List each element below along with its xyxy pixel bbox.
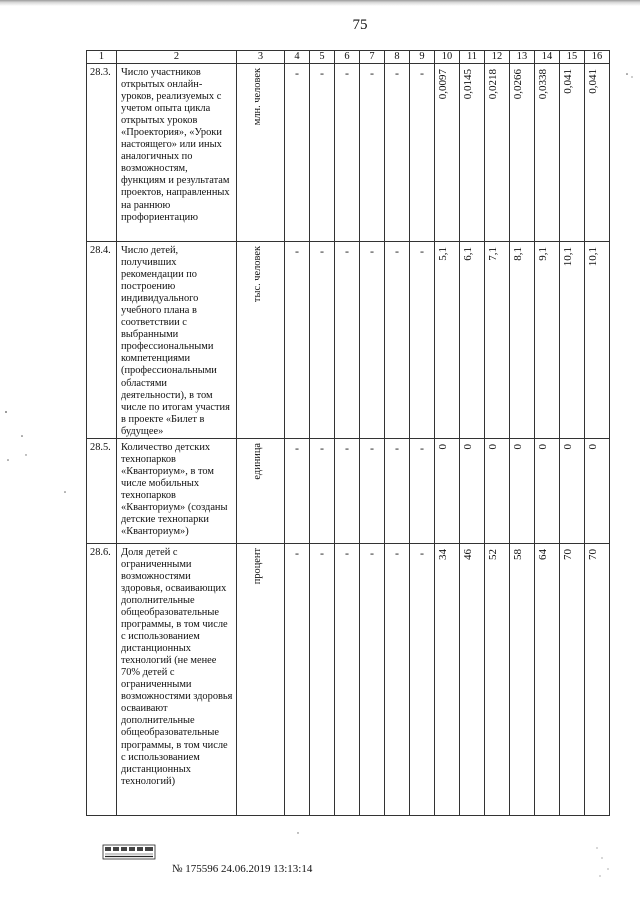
empty-value: -	[335, 242, 360, 439]
empty-value: -	[285, 543, 310, 815]
col-header: 6	[335, 51, 360, 64]
empty-value: -	[335, 64, 360, 242]
col-header: 4	[285, 51, 310, 64]
col-header: 5	[310, 51, 335, 64]
empty-value: -	[335, 438, 360, 543]
col-header: 10	[435, 51, 460, 64]
empty-value: -	[410, 64, 435, 242]
value: 70	[562, 548, 574, 560]
col-header: 1	[87, 51, 117, 64]
value: 46	[462, 548, 474, 560]
value: 0	[437, 443, 449, 450]
value: 0,0218	[487, 69, 499, 100]
row-code: 28.6.	[87, 543, 117, 815]
col-header: 7	[360, 51, 385, 64]
empty-value: -	[335, 543, 360, 815]
value: 58	[512, 548, 524, 560]
value: 0	[487, 443, 499, 450]
col-header: 15	[560, 51, 585, 64]
indicator-name: Количество детских технопарков «Кванториум», в том числе мобильных технопарков «Кванториум» (созданы детские технопарки «Кванториум»)	[117, 438, 237, 543]
value: 5,1	[437, 247, 449, 261]
col-header: 3	[237, 51, 285, 64]
col-header: 2	[117, 51, 237, 64]
value: 0,0266	[512, 69, 524, 100]
indicator-name: Число участников открытых онлайн-уроков, реализуемых с учетом опыта цикла открытых уроков «Проектория», «Уроки настоящего» или иных аналогичных по возможностям, функциям и результатам проектов, направленных на раннюю профориентацию	[117, 64, 237, 242]
value: 0	[587, 443, 599, 450]
value: 0,0338	[537, 69, 549, 100]
row-code: 28.5.	[87, 438, 117, 543]
unit-label: тыс. человек	[252, 246, 263, 303]
unit-label: процент	[252, 547, 263, 584]
empty-value: -	[285, 64, 310, 242]
col-header: 16	[585, 51, 610, 64]
value: 0	[537, 443, 549, 450]
value: 8,1	[512, 247, 524, 261]
value: 10,1	[562, 247, 574, 267]
empty-value: -	[285, 438, 310, 543]
unit-label: единица	[252, 442, 263, 480]
empty-value: -	[310, 543, 335, 815]
value: 0	[462, 443, 474, 450]
value: 7,1	[487, 247, 499, 261]
empty-value: -	[310, 438, 335, 543]
empty-value: -	[360, 64, 385, 242]
col-header: 8	[385, 51, 410, 64]
value: 70	[587, 548, 599, 560]
row-code: 28.4.	[87, 242, 117, 439]
value: 0	[512, 443, 524, 450]
indicator-name: Число детей, получивших рекомендации по построению индивидуального учебного плана в соответствии с выбранными профессиональными компетенциями (профессиональными областями деятельности), в том числе по итогам участия в проекте «Билет в будущее»	[117, 242, 237, 439]
empty-value: -	[360, 242, 385, 439]
value: 10,1	[587, 247, 599, 267]
empty-value: -	[410, 543, 435, 815]
col-header: 9	[410, 51, 435, 64]
indicator-name: Доля детей с ограниченными возможностями здоровья, осваивающих дополнительные общеобразовательные программы, в том числе с использованием дистанционных технологий (не менее 70% детей с ограниченными возможностями здоровья осваивают дополнительные общеобразовательные программы, в том числе с использованием дистанционных технологий)	[117, 543, 237, 815]
empty-value: -	[285, 242, 310, 439]
unit-label: млн. человек	[252, 68, 263, 126]
value: 9,1	[537, 247, 549, 261]
empty-value: -	[385, 438, 410, 543]
value: 52	[487, 548, 499, 560]
value: 0,0097	[437, 69, 449, 100]
value: 64	[537, 548, 549, 560]
empty-value: -	[385, 543, 410, 815]
certificate-number: № 175596 24.06.2019 13:13:14	[172, 863, 313, 875]
empty-value: -	[385, 64, 410, 242]
empty-value: -	[310, 242, 335, 439]
empty-value: -	[410, 242, 435, 439]
empty-value: -	[310, 64, 335, 242]
value: 0	[562, 443, 574, 450]
value: 0,041	[587, 69, 599, 94]
col-header: 13	[510, 51, 535, 64]
empty-value: -	[360, 438, 385, 543]
page-number: 75	[352, 17, 368, 33]
empty-value: -	[385, 242, 410, 439]
value: 0,041	[562, 69, 574, 94]
empty-value: -	[360, 543, 385, 815]
col-header: 12	[485, 51, 510, 64]
empty-value: -	[410, 438, 435, 543]
value: 6,1	[462, 247, 474, 261]
value: 0,0145	[462, 69, 474, 100]
col-header: 14	[535, 51, 560, 64]
value: 34	[437, 548, 449, 560]
row-code: 28.3.	[87, 64, 117, 242]
col-header: 11	[460, 51, 485, 64]
